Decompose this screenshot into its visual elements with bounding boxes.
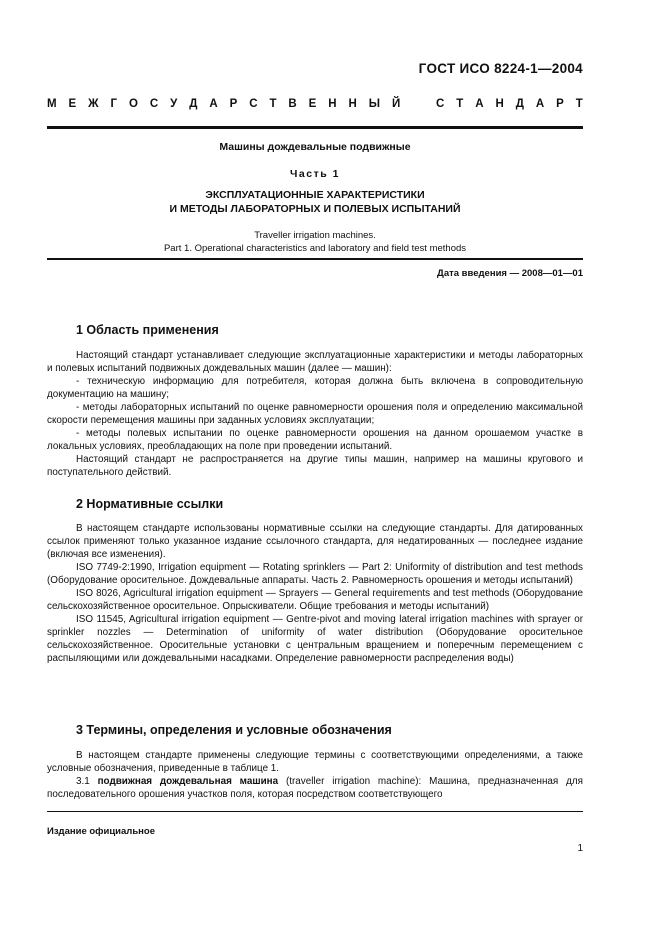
banner-letter: Р (556, 98, 564, 110)
banner-letter: А (209, 98, 218, 110)
section-heading-scope: 1 Область применения (76, 323, 219, 337)
banner-letter: Г (110, 98, 118, 110)
footer-divider (47, 811, 583, 812)
banner-letter: А (475, 98, 484, 110)
banner-letter: Ж (88, 98, 99, 110)
list-item: - методы лабораторных испытаний по оценке равномерности орошения поля и определению максимальной скорости перемещения машины при заданных условиях эксплуатации; (47, 402, 583, 427)
list-item: - методы полевых испытании по оценке равномерности орошения на данном орошаемом участке в локальных условиях, преобладающих на поле при проведении испытаний. (47, 428, 583, 453)
interstate-standard-banner (47, 98, 583, 110)
banner-letter: Н (348, 98, 357, 110)
english-title-line: Traveller irrigation machines. (254, 230, 376, 241)
banner-letter: С (436, 98, 445, 110)
banner-letter: У (170, 98, 178, 110)
section-heading-references: 2 Нормативные ссылки (76, 497, 224, 511)
part-label: Часть 1 (290, 168, 340, 180)
banner-letter: О (128, 98, 138, 110)
banner-letter: Н (495, 98, 504, 110)
english-title (47, 229, 583, 255)
banner-letter: Т (575, 98, 583, 110)
banner-letter: Н (328, 98, 337, 110)
paragraph: Настоящий стандарт устанавливает следующие эксплуатационные характеристики и методы лабораторных и полевых испытаний подвижных дождевальных машин (далее — машин): (47, 350, 583, 375)
standard-subject: Машины дождевальные подвижные (219, 141, 411, 153)
section-body-terms (47, 749, 583, 801)
banner-letter: Й (391, 98, 401, 110)
term-text: (traveller irrigation machine): Машина, предназначенная для последовательного орошения участков поля, которая посредством соответствующего (47, 776, 583, 801)
list-item: - техническую информацию для потребителя, которая должна быть включена в сопроводительную документацию на машину; (47, 376, 583, 401)
banner-letter: А (535, 98, 545, 110)
banner-letter: Д (515, 98, 524, 110)
official-edition-label: Издание официальное (47, 826, 155, 837)
standard-title (47, 188, 583, 216)
paragraph: В настоящем стандарте применены следующие термины с соответствующими определениями, а также условные обозначения, приведенные в таблице 1. (47, 750, 583, 775)
banner-letter: М (47, 98, 57, 110)
banner-letter: Т (456, 98, 464, 110)
banner-letter: С (149, 98, 159, 110)
section-body-references (47, 522, 583, 666)
banner-letter: Ы (368, 98, 381, 110)
reference-item: ISO 11545, Agricultural irrigation equipment — Gentre-pivot and moving lateral irrigation machines with sprayer or sprinkler nozzles — Determination of uniformity of water distribution (Оборудование оросительное сельскохозяйственное. Оросительные установки с центральным вращением и поперечным перемещением с распыляющими или дождевальными насадками. Определение равномерности распределения воды) (47, 614, 583, 665)
banner-letter: Т (269, 98, 277, 110)
banner-letter: Е (308, 98, 317, 110)
reference-item: ISO 8026, Agricultural irrigation equipment — Sprayers — General requirements and test methods (Оборудование сельскохозяйственное оросительное. Опрыскиватели. Общие требования и методы испытаний) (47, 588, 583, 613)
term-number: 3.1 (76, 776, 90, 788)
document-code: ГОСТ ИСО 8224-1—2004 (418, 61, 583, 76)
term-name: подвижная дождевальная машина (97, 776, 279, 788)
banner-letter: Р (229, 98, 238, 110)
standard-title-line: И МЕТОДЫ ЛАБОРАТОРНЫХ И ПОЛЕВЫХ ИСПЫТАНИЙ (169, 203, 461, 215)
banner-letter: С (249, 98, 258, 110)
header-divider (47, 126, 583, 129)
banner-letter: Е (68, 98, 77, 110)
term-definition (47, 775, 583, 801)
section-body-scope (47, 349, 583, 479)
page-number: 1 (577, 843, 583, 854)
introduction-date: Дата введения — 2008—01—01 (437, 268, 583, 279)
paragraph: В настоящем стандарте использованы нормативные ссылки на следующие стандарты. Для датированных ссылок применяют только указанное издание ссылочного стандарта, для недатированных — последнее издание (включая все изменения). (47, 523, 583, 561)
section-heading-terms: 3 Термины, определения и условные обозначения (76, 723, 392, 737)
banner-letter: Д (189, 98, 198, 110)
english-title-line: Part 1. Operational characteristics and laboratory and field test methods (163, 243, 467, 254)
standard-title-line: ЭКСПЛУАТАЦИОННЫЕ ХАРАКТЕРИСТИКИ (205, 189, 425, 201)
title-divider (47, 258, 583, 260)
reference-item: ISO 7749-2:1990, Irrigation equipment — Rotating sprinklers — Part 2: Uniformity of distribution and test methods (Оборудование оросительное. Дождевальные аппараты. Часть 2. Равномерность орошения и методы испытаний) (47, 562, 583, 587)
paragraph: Настоящий стандарт не распространяется на другие типы машин, например на машины кругового и поступательного действий. (47, 454, 583, 479)
banner-letter: В (288, 98, 297, 110)
